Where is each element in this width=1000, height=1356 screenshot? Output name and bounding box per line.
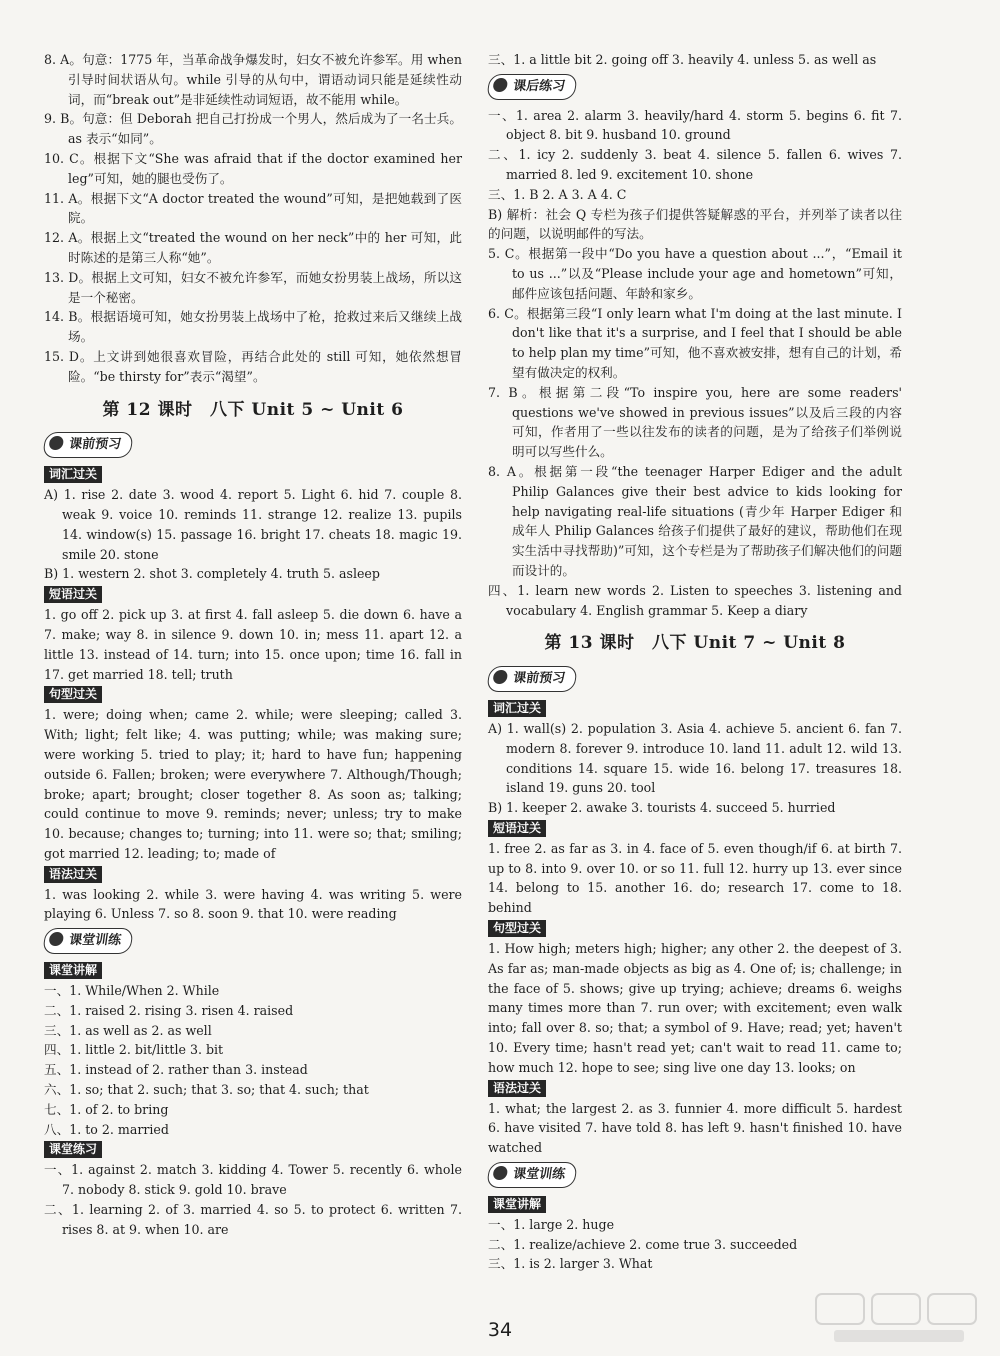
exercise-line: 三、1. B 2. A 3. A 4. C: [488, 186, 627, 202]
page-number: 34: [487, 1319, 513, 1341]
lesson-13-title: 第 13 课时 八下 Unit 7 ~ Unit 8: [544, 633, 846, 654]
practice-line: 一、1. against 2. match 3. kidding 4. Tower 5. recently 6. whole 7. nobody 8. stick 9. gold 10. brave: [44, 1162, 462, 1198]
answer-item: 12. A。根据上文“treated the wound on her neck”中的 her 可知，此时陈述的是第三人称“她”。: [44, 230, 462, 265]
lecture-line: 二、1. raised 2. rising 3. risen 4. raised: [44, 1002, 294, 1018]
banner-icon: [48, 932, 64, 946]
lecture-line: 六、1. so; that 2. such; that 3. so; that 4. such; that: [44, 1082, 369, 1098]
tag-phrase: 短语过关: [44, 586, 102, 603]
lecture-line: 八、1. to 2. married: [44, 1121, 169, 1137]
phrase-answers: 1. free 2. as far as 3. in 4. face of 5. even though/if 6. at birth 7. up to 8. into 9. over 10. or so 11. full 12. hurry up 13. ever since 14. belong to 15. another 16. do; research 17. come to 18. behind: [488, 840, 902, 916]
exercise-line: 四、1. learn new words 2. Listen to speeches 3. listening and vocabulary 4. English grammar 5. Keep a diary: [488, 582, 902, 618]
exercise-line: 一、1. area 2. alarm 3. heavily/hard 4. storm 5. begins 6. fit 7. object 8. bit 9. husband 10. ground: [488, 107, 902, 143]
tag-grammar: 语法过关: [488, 1080, 546, 1097]
practice-line: 二、1. learning 2. of 3. married 4. so 5. to protect 6. written 7. rises 8. at 9. when 10. are: [44, 1202, 462, 1237]
tag-vocab: 词汇过关: [44, 466, 102, 483]
answer-item: 9. B。句意：但 Deborah 把自己打扮成一个男人，然后成为了一名士兵。as 表示“如同”。: [44, 111, 462, 147]
answer-item: 10. C。根据下文“She was afraid that if the doctor examined her leg”可知，她的腿也受伤了。: [44, 150, 462, 186]
banner-icon: [492, 1166, 508, 1180]
lecture-line: 一、1. large 2. huge: [488, 1216, 615, 1232]
vocab-answers: A) 1. wall(s) 2. population 3. Asia 4. achieve 5. ancient 6. fan 7. modern 8. forever 9. introduce 10. land 11. adult 12. wild 13. conditions 14. square 15. wide 16. belong 17. treasures 18. island 19. guns 20. tool: [488, 720, 902, 796]
section-banner-after-class: 课后练习: [486, 74, 578, 100]
lesson-12-title: 第 12 课时 八下 Unit 5 ~ Unit 6: [102, 399, 404, 420]
lecture-line: 三、1. is 2. larger 3. What: [488, 1256, 653, 1272]
grammar-answers: 1. what; the largest 2. as 3. funnier 4. more difficult 5. hardest 6. have visited 7. have told 8. has left 9. hasn't finished 10. have watched: [488, 1100, 902, 1156]
answer-item: 15. D。上文讲到她很喜欢冒险，再结合此处的 still 可知，她依然想冒险。“be thirsty for”表示“渴望”。: [44, 348, 462, 384]
section-banner-class: 课堂训练: [486, 1162, 578, 1188]
reading-explanation: B) 解析：社会 Q 专栏为孩子们提供答疑解惑的平台，并列举了读者以往的问题，以说明邮件的写法。: [488, 206, 902, 242]
answer-item: 8. A。根据第一段“the teenager Harper Ediger and the adult Philip Galances give their best advice to kids looking for help navigating real-life situations (青少年 Harper Ediger 和成年人 Philip Galances 给孩子们提供了最好的建议，帮助他们在现实生活中寻找帮助)”可知，这个专栏是为了帮助孩子们解决他们的问题而设计的。: [488, 463, 902, 578]
section-banner-preview: 课前预习: [486, 666, 578, 692]
sentence-answers: 1. were; doing when; came 2. while; were sleeping; called 3. With; light; felt like; 4. was putting; while; was making sure; were working 5. tried to play; it; hard to have fun; happening outside 6. Fallen; broken; were everywhere 7. Although/Though; broke; apart; brought; closer together 8. As soon as; talking; could continue to move 9. reminds; never; unless; try to make 10. because; changes to; turning; into 11. were so; that; smiling; got married 12. leading; to; made of: [44, 707, 462, 861]
tag-sentence: 句型过关: [488, 920, 546, 937]
answer-item: 8. A。句意：1775 年，当革命战争爆发时，妇女不被允许参军。用 when 引导时间状语从句。while 引导的从句中，谓语动词只能是延续性动词，而“break out”是非延续性动词短语，故不能用 while。: [44, 52, 462, 107]
lecture-line: 五、1. instead of 2. rather than 3. instead: [44, 1062, 308, 1078]
lecture-line: 四、1. little 2. bit/little 3. bit: [44, 1042, 224, 1058]
tag-practice: 课堂练习: [44, 1141, 102, 1158]
watermark-logo-icon: [814, 1290, 984, 1346]
answer-item: 11. A。根据下文“A doctor treated the wound”可知，是把她载到了医院。: [44, 190, 462, 226]
section-banner-preview: 课前预习: [42, 432, 134, 458]
exercise-line: 二、1. icy 2. suddenly 3. beat 4. silence 5. fallen 6. wives 7. married 8. led 9. excitement 10. shone: [488, 147, 902, 182]
tag-vocab: 词汇过关: [488, 700, 546, 717]
lecture-line: 一、1. While/When 2. While: [44, 983, 220, 999]
tag-phrase: 短语过关: [488, 820, 546, 837]
tag-sentence: 句型过关: [44, 686, 102, 703]
vocab-answers: B) 1. keeper 2. awake 3. tourists 4. succeed 5. hurried: [488, 800, 836, 816]
sentence-answers: 1. How high; meters high; higher; any other 2. the deepest of 3. As far as; man-made objects as big as 4. One of; is; challenge; in the face of 5. shows; give up trying; achieve; dreams 6. weighs many times more than 7. run over; with excitement; even walk into; fall over 8. so; that; a symbol of 9. Have; read; yet; haven't 10. Every time; hasn't read yet; can't wait to read 11. came to; how much 12. hope to see; sing live one day 13. looks; on: [488, 941, 902, 1075]
tag-grammar: 语法过关: [44, 866, 102, 883]
lecture-line: 三、1. as well as 2. as well: [44, 1022, 212, 1038]
right-column: [488, 50, 902, 1274]
grammar-answers: 1. was looking 2. while 3. were having 4. was writing 5. were playing 6. Unless 7. so 8. soon 9. that 10. were reading: [44, 886, 462, 922]
banner-icon: [48, 436, 64, 450]
tag-lecture: 课堂讲解: [44, 962, 102, 979]
vocab-answers: B) 1. western 2. shot 3. completely 4. truth 5. asleep: [44, 566, 380, 582]
lecture-line: 七、1. of 2. to bring: [44, 1101, 169, 1117]
vocab-answers: A) 1. rise 2. date 3. wood 4. report 5. Light 6. hid 7. couple 8. weak 9. voice 10. reminds 11. strange 12. realize 13. pupils 14. window(s) 15. passage 16. bright 17. cheats 18. magic 19. smile 20. stone: [44, 487, 462, 562]
banner-icon: [492, 670, 508, 684]
tag-lecture: 课堂讲解: [488, 1196, 546, 1213]
exercise-line: 三、1. a little bit 2. going off 3. heavily 4. unless 5. as well as: [488, 52, 877, 67]
answer-item: 6. C。根据第三段“I only learn what I'm doing at the last minute. I don't like that it's a surprise, and I feel that I should be able to help plan my time”可知，他不喜欢被安排，想有自己的计划，希望有做决定的权利。: [488, 305, 902, 380]
section-banner-class: 课堂训练: [42, 928, 134, 954]
answer-item: 5. C。根据第一段中“Do you have a question about ...”，“Email it to us ...”以及“Please include your age and hometown”可知，邮件应该包括问题、年龄和家乡。: [488, 246, 902, 301]
lecture-line: 二、1. realize/achieve 2. come true 3. succeeded: [488, 1236, 798, 1252]
left-column: [44, 50, 462, 1240]
answer-item: 14. B。根据语境可知，她女扮男装上战场中了枪，抢救过来后又继续上战场。: [44, 309, 462, 345]
answer-item: 13. D。根据上文可知，妇女不被允许参军，而她女扮男装上战场，所以这是一个秘密。: [44, 269, 462, 305]
phrase-answers: 1. go off 2. pick up 3. at first 4. fall asleep 5. die down 6. have a 7. make; way 8. in silence 9. down 10. in; mess 11. apart 12. a little 13. instead of 14. turn; into 15. once upon; time 16. fall in 17. get married 18. tell; truth: [44, 607, 462, 682]
banner-icon: [492, 78, 508, 92]
answer-item: 7. B。根据第二段“To inspire you, here are some readers' questions we've showed in previous issues”以及后三段的内容可知，作者用了一些以往发布的读者的问题，是为了给孩子们举例说明可以写些什么。: [488, 384, 902, 460]
